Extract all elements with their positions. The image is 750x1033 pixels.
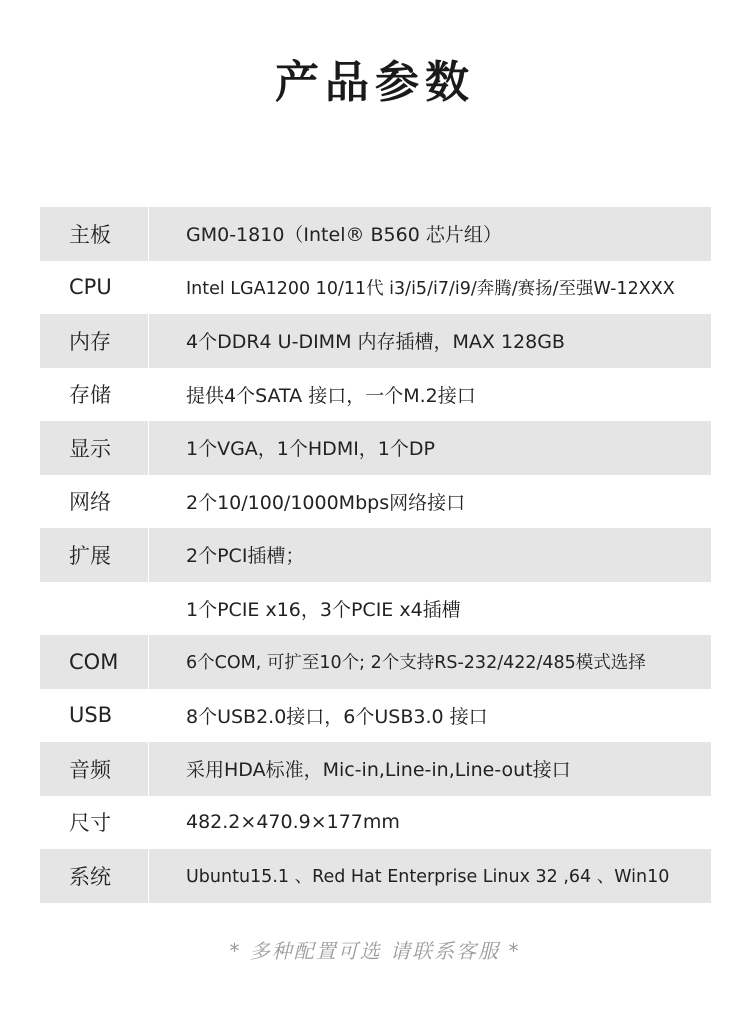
spec-value: 1个PCIE x16，3个PCIE x4插槽 bbox=[186, 598, 461, 621]
spec-row-os bbox=[40, 849, 711, 903]
spec-row-expansion bbox=[40, 528, 711, 582]
spec-value: 482.2×470.9×177mm bbox=[186, 811, 400, 834]
spec-label: 网络 bbox=[69, 490, 111, 515]
row-divider bbox=[148, 528, 149, 582]
spec-row-audio bbox=[40, 742, 711, 796]
spec-label: 扩展 bbox=[69, 543, 111, 568]
spec-value: 4个DDR4 U-DIMM 内存插槽，MAX 128GB bbox=[186, 331, 565, 354]
spec-label: CPU bbox=[69, 275, 112, 300]
spec-row-mainboard bbox=[40, 207, 711, 261]
spec-value: 1个VGA，1个HDMI，1个DP bbox=[186, 438, 435, 461]
spec-label: 内存 bbox=[69, 329, 111, 354]
row-divider bbox=[148, 849, 149, 903]
contact-note: * 多种配置可选 请联系客服 * bbox=[229, 939, 521, 963]
spec-value: 采用HDA标准，Mic-in,Line-in,Line-out接口 bbox=[186, 759, 571, 782]
spec-table bbox=[40, 207, 711, 903]
spec-row-display bbox=[40, 421, 711, 475]
spec-value: Ubuntu15.1 、Red Hat Enterprise Linux 32 ,64 、Win10 bbox=[186, 867, 670, 888]
spec-value: 8个USB2.0接口，6个USB3.0 接口 bbox=[186, 705, 488, 728]
spec-row-network bbox=[40, 475, 711, 529]
spec-row-cpu bbox=[40, 261, 711, 315]
spec-value: Intel LGA1200 10/11代 i3/i5/i7/i9/奔腾/赛扬/至强W-12XXX bbox=[186, 278, 675, 299]
spec-label: 系统 bbox=[69, 864, 111, 889]
spec-row-memory bbox=[40, 314, 711, 368]
spec-label: COM bbox=[69, 649, 119, 674]
spec-row-usb bbox=[40, 689, 711, 743]
spec-row-size bbox=[40, 796, 711, 850]
spec-value: 2个PCI插槽； bbox=[186, 545, 305, 568]
spec-row-expansion-cont bbox=[40, 582, 711, 636]
spec-value: 提供4个SATA 接口，一个M.2接口 bbox=[186, 384, 476, 407]
spec-label: 显示 bbox=[69, 436, 111, 461]
spec-value: 2个10/100/1000Mbps网络接口 bbox=[186, 491, 466, 514]
row-divider bbox=[148, 635, 149, 689]
spec-label: 尺寸 bbox=[69, 811, 111, 836]
row-divider bbox=[148, 207, 149, 261]
page-title: 产品参数 bbox=[275, 57, 475, 108]
spec-row-storage bbox=[40, 368, 711, 422]
row-divider bbox=[148, 314, 149, 368]
row-divider bbox=[148, 742, 149, 796]
spec-label: 音频 bbox=[69, 757, 111, 782]
spec-row-com bbox=[40, 635, 711, 689]
row-divider bbox=[148, 421, 149, 475]
spec-value: 6个COM, 可扩至10个; 2个支持RS-232/422/485模式选择 bbox=[186, 653, 646, 674]
spec-label: USB bbox=[69, 703, 113, 728]
spec-label: 存储 bbox=[69, 383, 111, 408]
spec-value: GM0-1810（Intel® B560 芯片组） bbox=[186, 224, 502, 247]
spec-label: 主板 bbox=[69, 222, 111, 247]
